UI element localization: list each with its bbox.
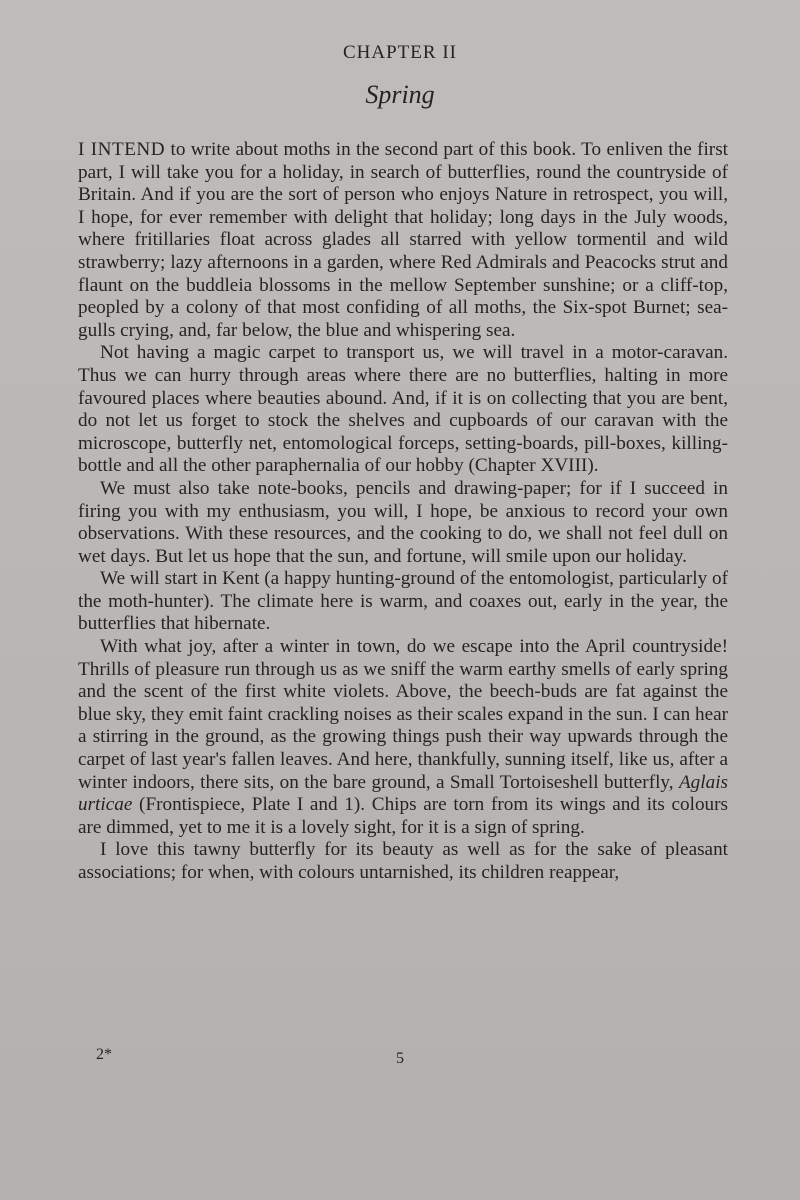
paragraph-5: With what joy, after a winter in town, do we escape into the April countryside! Thrills of pleasure run through us as we sniff the warm earthy smells of early spring and the scent of the first white violets. Above, the beech-buds are fat against the blue sky, they emit faint crackling noises as their scales expand in the sun. I can hear a stirring in the ground, as the growing things push their way upwards through the carpet of last year's fallen leaves. And here, thankfully, sunning itself, like us, after a winter indoors, there sits, on the bare ground, a Small Tortoiseshell butterfly, Aglais urticae (Frontispiece, Plate I and 1). Chips are torn from its wings and its colours are dimmed, yet to me it is a lovely sight, for it is a sign of spring. (78, 636, 728, 838)
paragraph-lead: I INTEND (78, 139, 166, 160)
paragraph-2: Not having a magic carpet to transport us, we will travel in a motor-caravan. Thus we can hurry through areas where there are no butterflies, halting in more favoured places where beauties abound. And, if it is on collecting that you are bent, do not let us forget to stock the shelves and cupboards of our caravan with the microscope, butterfly net, entomological forceps, setting-boards, pill-boxes, killing-bottle and all the other paraphernalia of our hobby (Chapter XVIII). (78, 342, 728, 477)
signature-mark: 2* (96, 1046, 112, 1063)
paragraph-4: We will start in Kent (a happy hunting-ground of the entomologist, particularly of the moth-hunter). The climate here is warm, and coaxes out, early in the year, the butterflies that hibernate. (78, 568, 728, 635)
species-name: Aglais urticae (78, 771, 728, 816)
chapter-heading: CHAPTER II (343, 42, 457, 63)
chapter-title: Spring (365, 80, 435, 109)
paragraph-3: We must also take note-books, pencils and drawing-paper; for if I succeed in firing you with my enthusiasm, you will, I hope, be anxious to record your own observations. With these resources, and the cooking to do, we shall not feel dull on wet days. But let us hope that the sun, and fortune, will smile upon our holiday. (78, 477, 728, 567)
page-number: 5 (396, 1050, 404, 1067)
body-text (78, 139, 728, 885)
paragraph-1: I INTEND to write about moths in the second part of this book. To enliven the first part, I will take you for a holiday, in search of butterflies, round the countryside of Britain. And if you are the sort of person who enjoys Nature in retrospect, you will, I hope, for ever remember with delight that holiday; long days in the July woods, where fritillaries float across glades all starred with yellow tormentil and wild strawberry; lazy afternoons in a garden, where Red Admirals and Peacocks strut and flaunt on the buddleia blossoms in the mellow September sunshine; or a cliff-top, peopled by a colony of that most confiding of all moths, the Six-spot Burnet; sea-gulls crying, and, far below, the blue and whispering sea. (78, 139, 728, 341)
paragraph-6: I love this tawny butterfly for its beauty as well as for the sake of pleasant associations; for when, with colours untarnished, its children reappear, (78, 839, 728, 883)
